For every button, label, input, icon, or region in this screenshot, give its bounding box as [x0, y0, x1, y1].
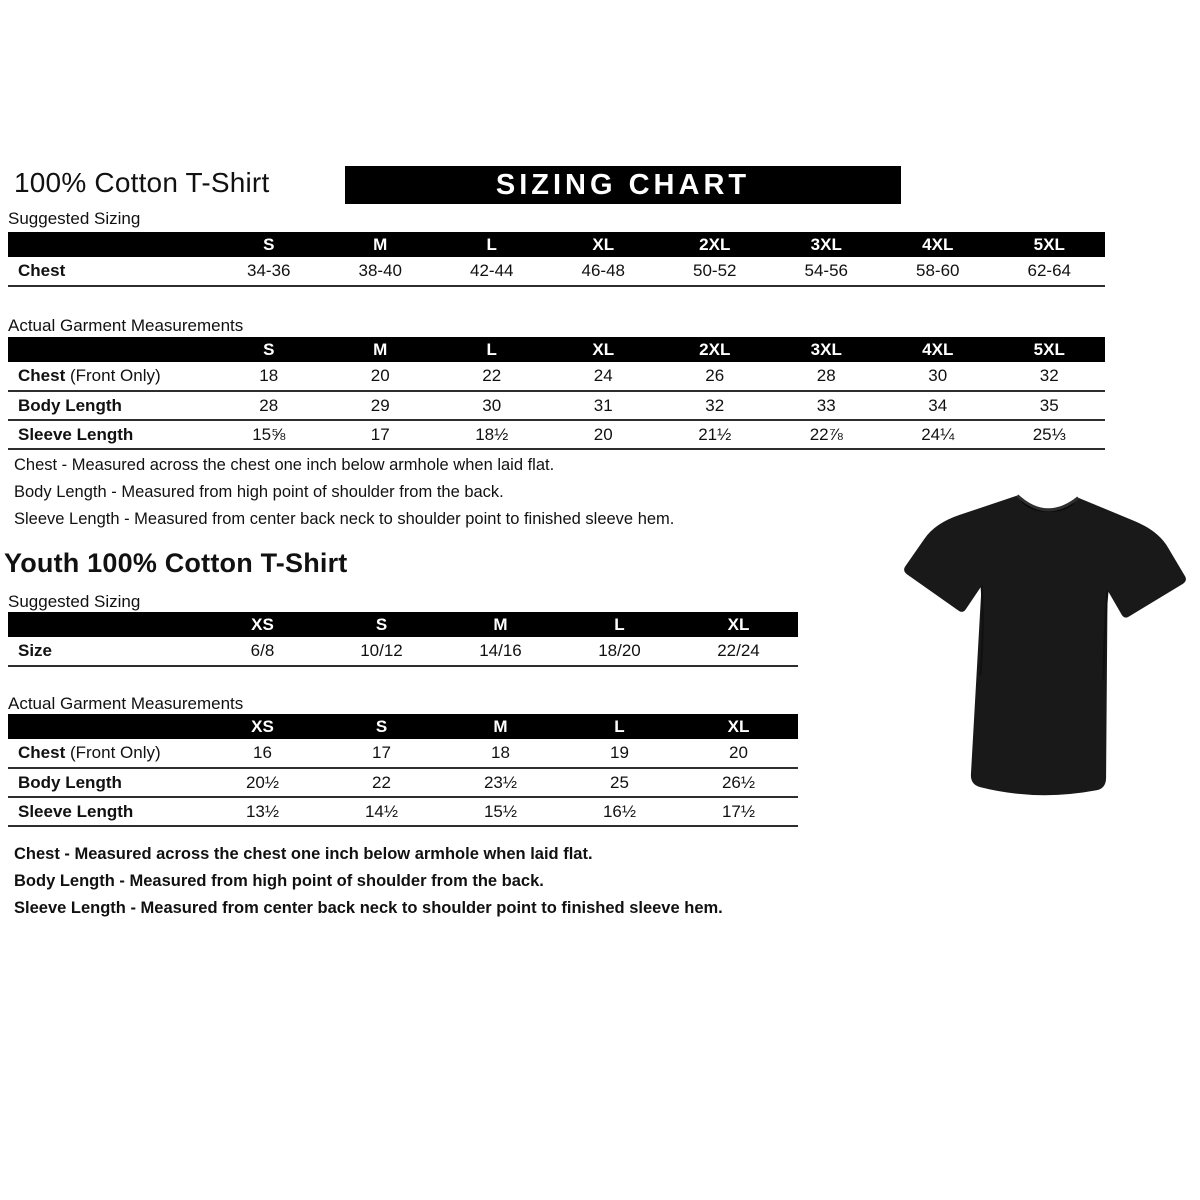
- table-row: [8, 797, 798, 826]
- value-cell: 18: [213, 362, 325, 391]
- corner-cell: [8, 612, 203, 637]
- note-chest: Chest - Measured across the chest one inch below armhole when laid flat.: [14, 456, 555, 474]
- note-sleeve-length: Sleeve Length - Measured from center back neck to shoulder point to finished sleeve hem.: [14, 899, 723, 917]
- value-cell: 34: [882, 391, 994, 420]
- value-cell: 23½: [441, 768, 560, 797]
- size-header-cell: 4XL: [882, 232, 994, 257]
- value-cell: 28: [771, 362, 883, 391]
- value-cell: 24: [548, 362, 660, 391]
- value-cell: 33: [771, 391, 883, 420]
- value-cell: 22: [322, 768, 441, 797]
- table-row: [8, 420, 1105, 449]
- note-chest: Chest - Measured across the chest one inch below armhole when laid flat.: [14, 845, 593, 863]
- corner-cell: [8, 714, 203, 739]
- page-title: 100% Cotton T-Shirt: [14, 167, 270, 198]
- value-cell: 18/20: [560, 637, 679, 666]
- value-cell: 20: [548, 420, 660, 449]
- note-sleeve-length: Sleeve Length - Measured from center back neck to shoulder point to finished sleeve hem.: [14, 510, 675, 528]
- value-cell: 42-44: [436, 257, 548, 286]
- value-cell: 6/8: [203, 637, 322, 666]
- row-label-suffix: (Front Only): [65, 366, 161, 385]
- value-cell: 28: [213, 391, 325, 420]
- value-cell: 17: [325, 420, 437, 449]
- size-header-cell: XL: [548, 337, 660, 362]
- youth-actual-measurements-table: [8, 714, 798, 827]
- value-cell: 26: [659, 362, 771, 391]
- row-label-suffix: (Front Only): [65, 743, 161, 762]
- value-cell: 25: [560, 768, 679, 797]
- value-cell: 32: [994, 362, 1106, 391]
- value-cell: 14/16: [441, 637, 560, 666]
- value-cell: 15⅝: [213, 420, 325, 449]
- value-cell: 18½: [436, 420, 548, 449]
- corner-cell: [8, 337, 213, 362]
- value-cell: 20: [679, 739, 798, 768]
- size-header-cell: XS: [203, 612, 322, 637]
- table-row: [8, 637, 798, 666]
- youth-section-title: Youth 100% Cotton T-Shirt: [4, 548, 348, 578]
- value-cell: 25⅓: [994, 420, 1106, 449]
- value-cell: 29: [325, 391, 437, 420]
- adult-actual-measurements-table: [8, 337, 1105, 450]
- value-cell: 16½: [560, 797, 679, 826]
- table-row: [8, 739, 798, 768]
- value-cell: 22/24: [679, 637, 798, 666]
- size-header-cell: 3XL: [771, 232, 883, 257]
- size-header-cell: 2XL: [659, 337, 771, 362]
- size-header-cell: 5XL: [994, 232, 1106, 257]
- value-cell: 17½: [679, 797, 798, 826]
- row-label: Chest: [8, 257, 213, 286]
- youth-suggested-sizing-label: Suggested Sizing: [8, 592, 141, 611]
- size-header-cell: S: [213, 232, 325, 257]
- size-header-cell: S: [322, 714, 441, 739]
- size-header-cell: M: [325, 232, 437, 257]
- size-header-cell: L: [436, 232, 548, 257]
- table-row: [8, 768, 798, 797]
- value-cell: 31: [548, 391, 660, 420]
- adult-suggested-sizing-table: [8, 232, 1105, 287]
- size-header-cell: M: [325, 337, 437, 362]
- value-cell: 17: [322, 739, 441, 768]
- value-cell: 14½: [322, 797, 441, 826]
- value-cell: 21½: [659, 420, 771, 449]
- value-cell: 13½: [203, 797, 322, 826]
- size-header-cell: M: [441, 612, 560, 637]
- size-header-cell: L: [560, 612, 679, 637]
- size-header-cell: XL: [548, 232, 660, 257]
- size-header-cell: 2XL: [659, 232, 771, 257]
- value-cell: 35: [994, 391, 1106, 420]
- value-cell: 58-60: [882, 257, 994, 286]
- tshirt-graphic: [890, 472, 1195, 822]
- adult-suggested-sizing-label: Suggested Sizing: [8, 209, 141, 228]
- value-cell: 46-48: [548, 257, 660, 286]
- value-cell: 18: [441, 739, 560, 768]
- corner-cell: [8, 232, 213, 257]
- value-cell: 30: [436, 391, 548, 420]
- size-header-cell: XL: [679, 612, 798, 637]
- note-body-length: Body Length - Measured from high point of shoulder from the back.: [14, 483, 504, 501]
- value-cell: 62-64: [994, 257, 1106, 286]
- value-cell: 19: [560, 739, 679, 768]
- table-row: [8, 257, 1105, 286]
- row-label: Sleeve Length: [8, 420, 213, 449]
- size-header-cell: 4XL: [882, 337, 994, 362]
- row-label: Sleeve Length: [8, 797, 203, 826]
- header-row: [8, 232, 1105, 257]
- value-cell: 20½: [203, 768, 322, 797]
- row-label: Body Length: [8, 768, 203, 797]
- youth-measurement-notes: [14, 845, 723, 926]
- value-cell: 22⅞: [771, 420, 883, 449]
- value-cell: 30: [882, 362, 994, 391]
- adult-measurement-notes: [14, 456, 674, 537]
- youth-actual-measurements-label: Actual Garment Measurements: [8, 694, 244, 713]
- value-cell: 15½: [441, 797, 560, 826]
- value-cell: 22: [436, 362, 548, 391]
- value-cell: 38-40: [325, 257, 437, 286]
- size-header-cell: XL: [679, 714, 798, 739]
- black-tshirt-product-image: [890, 472, 1195, 822]
- size-header-cell: S: [322, 612, 441, 637]
- row-label: Chest (Front Only): [8, 739, 203, 768]
- size-header-cell: XS: [203, 714, 322, 739]
- value-cell: 32: [659, 391, 771, 420]
- header-row: [8, 714, 798, 739]
- value-cell: 34-36: [213, 257, 325, 286]
- row-label: Size: [8, 637, 203, 666]
- row-label: Chest (Front Only): [8, 362, 213, 391]
- value-cell: 16: [203, 739, 322, 768]
- table-row: [8, 362, 1105, 391]
- value-cell: 20: [325, 362, 437, 391]
- table-row: [8, 391, 1105, 420]
- youth-suggested-sizing-table: [8, 612, 798, 667]
- size-header-cell: 5XL: [994, 337, 1106, 362]
- header-row: [8, 612, 798, 637]
- value-cell: 54-56: [771, 257, 883, 286]
- size-header-cell: 3XL: [771, 337, 883, 362]
- size-header-cell: S: [213, 337, 325, 362]
- header-row: [8, 337, 1105, 362]
- value-cell: 50-52: [659, 257, 771, 286]
- sizing-chart-banner: SIZING CHART: [345, 166, 901, 204]
- adult-actual-measurements-label: Actual Garment Measurements: [8, 316, 244, 335]
- value-cell: 24¼: [882, 420, 994, 449]
- size-header-cell: L: [436, 337, 548, 362]
- size-header-cell: M: [441, 714, 560, 739]
- value-cell: 10/12: [322, 637, 441, 666]
- note-body-length: Body Length - Measured from high point of shoulder from the back.: [14, 872, 544, 890]
- row-label: Body Length: [8, 391, 213, 420]
- value-cell: 26½: [679, 768, 798, 797]
- size-header-cell: L: [560, 714, 679, 739]
